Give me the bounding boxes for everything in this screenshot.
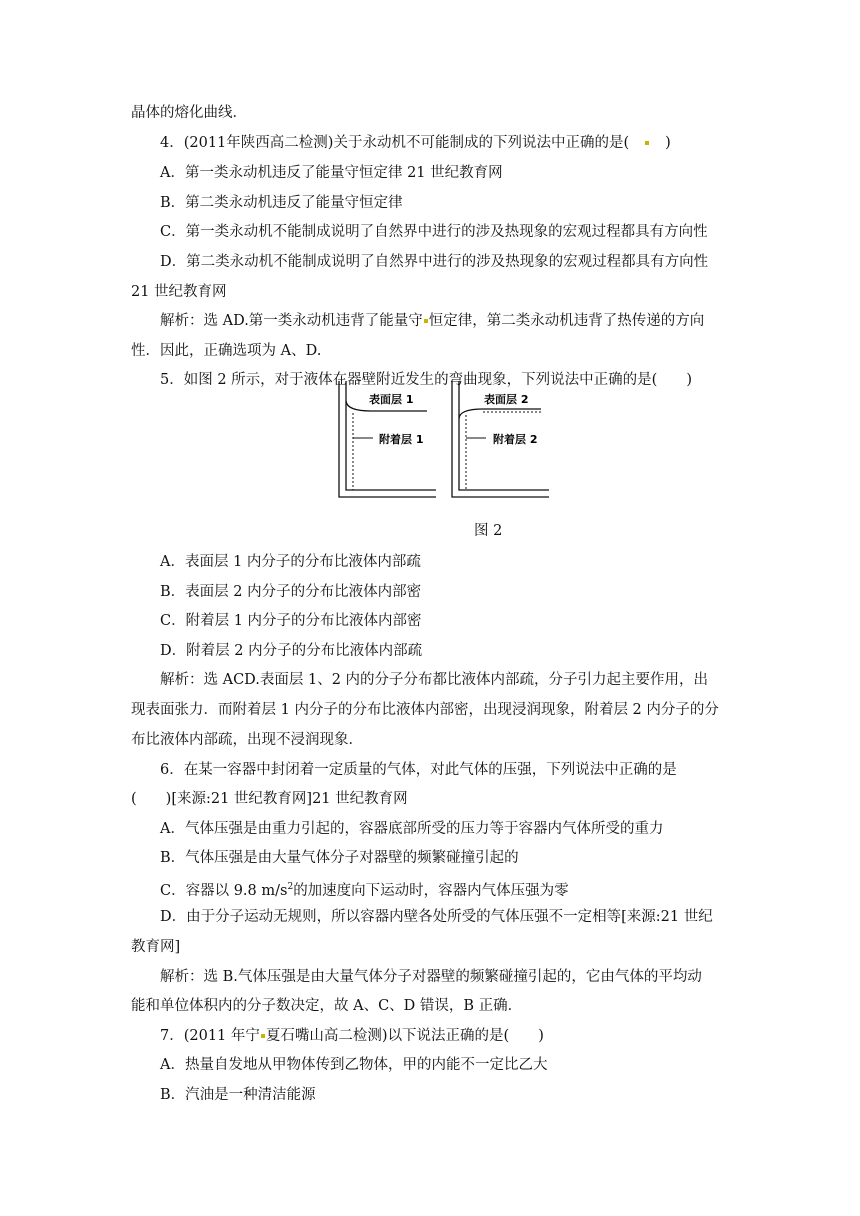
text-line: 21 世纪教育网 — [131, 284, 227, 300]
figure-caption: 图 2 — [474, 523, 503, 539]
question-5-stem: 5．如图 2 所示，对于液体在器壁附近发生的弯曲现象，下列说法中正确的是( ) — [160, 372, 692, 388]
text-span: 恒定律，第二类永动机违背了热传递的方向 — [428, 313, 705, 329]
text-line: 现表面张力．而附着层 1 内分子的分布比液体内部密，出现浸润现象，附着层 2 内分子的分 — [131, 702, 719, 718]
option-b: B．第二类永动机违反了能量守恒定律 — [160, 195, 403, 211]
text-span: 4．(2011年陕西高二检测)关于永动机不可能制成的下列说法中正确的是( — [160, 135, 630, 151]
text-span: 夏石嘴山高二检测)以下说法正确的是( ) — [265, 1028, 544, 1044]
option-b: B．气体压强是由大量气体分子对器壁的频繁碰撞引起的 — [160, 850, 519, 866]
text-line: 性．因此，正确选项为 A、D. — [131, 343, 322, 359]
text-line: 晶体的熔化曲线． — [131, 105, 247, 121]
label-surface-layer-1: 表面层 1 — [369, 393, 414, 406]
text-line: 教育网] — [131, 939, 181, 955]
analysis-6: 解析：选 B.气体压强是由大量气体分子对器壁的频繁碰撞引起的，它由气体的平均动 — [160, 969, 702, 985]
superscript: 2 — [287, 882, 294, 892]
option-c: C．第一类永动机不能制成说明了自然界中进行的涉及热现象的宏观过程都具有方向性 — [160, 224, 708, 240]
option-b: B．表面层 2 内分子的分布比液体内部密 — [160, 584, 422, 600]
text-line: ( )[来源:21 世纪教育网]21 世纪教育网 — [131, 791, 408, 807]
option-c: C．附着层 1 内分子的分布比液体内部密 — [160, 613, 422, 629]
marker-dot — [261, 1034, 265, 1038]
text-span: 7．(2011 年宁 — [160, 1028, 260, 1044]
option-c — [160, 877, 569, 901]
text-line: 能和单位体积内的分子数决定，故 A、C、D 错误，B 正确． — [131, 998, 523, 1014]
option-a: A．气体压强是由重力引起的，容器底部所受的压力等于容器内气体所受的重力 — [160, 821, 664, 837]
label-attach-layer-1: 附着层 1 — [379, 433, 424, 446]
question-7-stem — [160, 1026, 544, 1046]
text-span: 解析：选 AD.第一类永动机违背了能量守 — [160, 313, 423, 329]
marker-dot — [645, 141, 649, 145]
text-span: ) — [665, 135, 671, 151]
text-span: C．容器以 9.8 m/s — [160, 882, 288, 899]
figure-2-diagram — [331, 375, 551, 500]
option-d: D．附着层 2 内分子的分布比液体内部疏 — [160, 643, 423, 659]
label-attach-layer-2: 附着层 2 — [493, 433, 538, 446]
label-surface-layer-2: 表面层 2 — [484, 393, 529, 406]
option-d: D．第二类永动机不能制成说明了自然界中进行的涉及热现象的宏观过程都具有方向性 — [160, 254, 709, 270]
question-6-stem: 6．在某一容器中封闭着一定质量的气体，对此气体的压强，下列说法中正确的是 — [160, 762, 677, 778]
question-4-stem — [160, 133, 671, 153]
option-b: B．汽油是一种清洁能源 — [160, 1087, 316, 1103]
option-a: A．热量自发地从甲物体传到乙物体，甲的内能不一定比乙大 — [160, 1057, 548, 1073]
option-a: A．第一类永动机违反了能量守恒定律 21 世纪教育网 — [160, 165, 503, 181]
text-line: 布比液体内部疏，出现不浸润现象． — [131, 732, 363, 748]
analysis-4 — [160, 311, 704, 331]
option-d: D．由于分子运动无规则，所以容器内壁各处所受的气体压强不一定相等[来源:21 世纪 — [160, 909, 713, 925]
option-a: A．表面层 1 内分子的分布比液体内部疏 — [160, 554, 421, 570]
analysis-5: 解析：选 ACD.表面层 1、2 内的分子分布都比液体内部疏，分子引力起主要作用，出 — [160, 672, 709, 688]
marker-dot — [424, 319, 428, 323]
text-span: 的加速度向下运动时，容器内气体压强为零 — [293, 882, 569, 899]
